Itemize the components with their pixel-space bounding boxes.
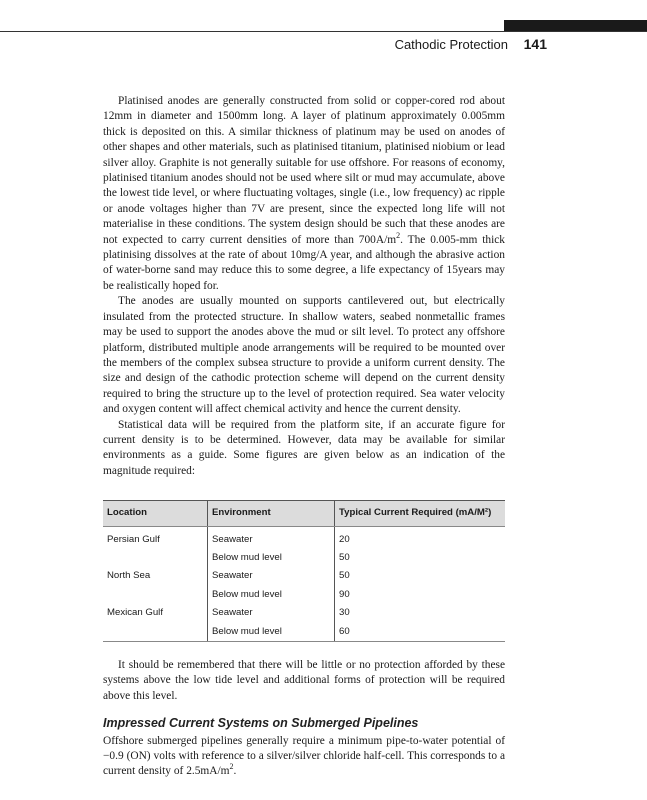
header-rule (0, 31, 647, 32)
table-row: Persian Gulf Seawater 20 (103, 526, 505, 549)
page-number: 141 (523, 36, 547, 52)
table-row: Below mud level 60 (103, 623, 505, 642)
table-row: Mexican Gulf Seawater 30 (103, 604, 505, 622)
header-environment: Environment (208, 501, 335, 526)
table-header-row (103, 501, 505, 526)
paragraph-anode-mounting: The anodes are usually mounted on supports cantilevered out, but electrically insulated from the protected structure. In shallow waters, seabed nonmetallic frames may be used to support the anodes above the mud or silt level. To protect any offshore platform, distributed multiple anode arrangements will be required to be mounted over the members of the complex subsea structure to provide a uniform current density. The size and design of the cathodic protection scheme will depend on the current density required to bring the structure up to the level of protection required. Sea water velocity and oxygen content will affect chemical activity and hence the current density. (103, 295, 505, 416)
header-bar (504, 20, 647, 31)
paragraph-pipelines: Offshore submerged pipelines generally require a minimum pipe-to-water potential of −0.9 (ON) volts with reference to a silver/silver chloride half-cell. This corresponds to a current density of $2.5mA/m^2$. (103, 734, 505, 778)
current-density-table (103, 500, 505, 642)
chapter-title: Cathodic Protection (394, 37, 509, 52)
paragraph-low-tide-note: It should be remembered that there will be little or no protection afforded by these systems above the low tide level and additional forms of protection will be required above this level. (103, 659, 505, 702)
page-body (103, 94, 505, 780)
header-current: Typical Current Required (mA/M²) (335, 501, 506, 526)
section-heading: Impressed Current Systems on Submerged Pipelines (103, 716, 419, 731)
table-row: Below mud level 90 (103, 586, 505, 604)
running-header (395, 36, 547, 52)
table-row: Below mud level 50 (103, 549, 505, 567)
header-location: Location (103, 501, 208, 526)
paragraph-platinised-anodes: Platinised anodes are generally constructed from solid or copper-cored rod about 12mm in diameter and 1500mm long. A layer of platinum approximately 0.005mm thick is deposited on this. A similar thickness of platinum may be used on anodes of other shapes and other materials, such as platinised titanium, platinised niobium or lead silver alloy. Graphite is not generally suitable for use offshore. For reasons of economy, platinised titanium anodes should not be used where silt or mud may accumulate, above the lowest tide level, or where fluctuating voltages, single (i.e., low frequency) ac ripple or anode voltages higher than 7V are present, since the expected long life will not materialise in these conditions. The system design should be such that these anodes are not expected to carry current densities of more than $700A/m^2$. The 0.005-mm thick platinising dissolves at the rate of about 10mg/A year, and although the abrasive action of water-borne sand may reduce this to some degree, a life expectancy of 15years may be realistically hoped for. (103, 95, 505, 292)
paragraph-statistical-data: Statistical data will be required from the platform site, if an accurate figure for current density is to be determined. However, data may be available for similar environments as a guide. Some figures are given below as an indication of the magnitude required: (103, 418, 505, 477)
table-row: North Sea Seawater 50 (103, 567, 505, 585)
